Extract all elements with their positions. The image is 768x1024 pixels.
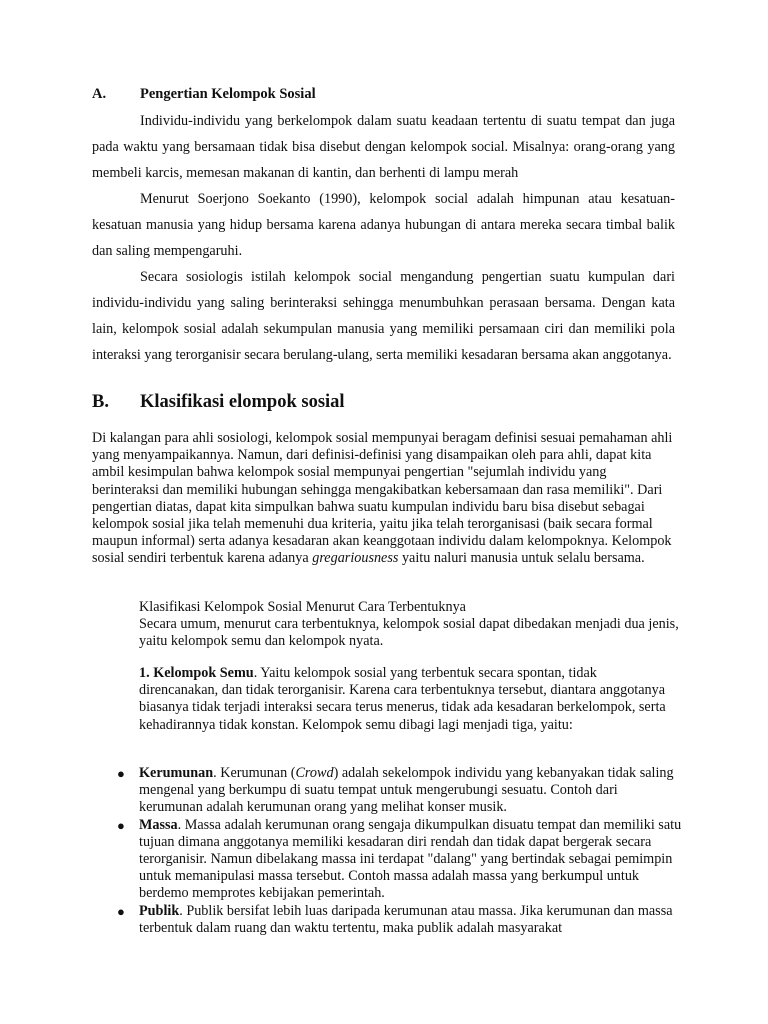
bullet-icon: ● [117, 903, 125, 919]
section-a-body [92, 108, 675, 368]
kelompok-semu-block [139, 665, 679, 734]
term-kerumunan: Kerumunan [139, 765, 214, 781]
kelompok-semu-label: 1. Kelompok Semu [139, 665, 254, 681]
bullet-icon: ● [117, 766, 125, 781]
kelompok-semu-text: . Yaitu kelompok sosial yang terbentuk secara spontan, tidak direncanakan, dan tidak terorganisir. Karena cara terbentuknya tersebut, diantara anggotanya biasanya tidak terjadi interaksi secara terus menerus, tidak ada kesadaran berkelompok, serta kehadirannya tidak konstan. Kelompok semu dibagi lagi menjadi tiga, yaitu: [139, 665, 666, 733]
section-b-heading [92, 392, 345, 413]
semu-types-list [92, 765, 682, 937]
section-a-paragraph-1: Individu-individu yang berkelompok dalam suatu keadaan tertentu di suatu tempat dan juga pada waktu yang bersamaan tidak bisa disebut dengan kelompok social. Misalnya: orang-orang yang membeli karcis, memesan makanan di kantin, dan berhenti di lampu merah [92, 113, 675, 181]
list-item-massa [92, 817, 682, 903]
section-a-paragraph-2: Menurut Soerjono Soekanto (1990), kelompok social adalah himpunan atau kesatuan-kesatuan manusia yang hidup bersama karena adanya hubungan di antara mereka secara timbal balik dan saling mempengaruhi. [92, 191, 675, 259]
massa-text: . Massa adalah kerumunan orang sengaja dikumpulkan disuatu tempat dan memiliki satu tujuan dimana anggotanya memiliki kesadaran diri rendah dan tidak dapat bergerak secara terorganisir. Namun dibelakang massa ini terdapat "dalang" yang bertindak sebagai pemimpin untuk memanipulasi massa tersebut. Contoh massa adalah massa yang berkumpul untuk berdemo memprotes kebijakan pemerintah. [139, 816, 682, 902]
kerumunan-italic: Crowd [295, 765, 334, 781]
term-massa: Massa [139, 816, 178, 833]
term-publik: Publik [139, 902, 180, 919]
kerumunan-text: ) adalah sekelompok individu yang kebanyakan tidak saling mengenal yang berkumpu di suatu tempat untuk mengerubungi sesuatu. Contoh dari kerumunan adalah kerumunan orang yang melihat konser musik. [139, 765, 674, 816]
section-a-title: Pengertian Kelompok Sosial [140, 86, 316, 102]
intro-text-end: yaitu naluri manusia untuk selalu bersama. [401, 550, 645, 567]
intro-text: Di kalangan para ahli sosiologi, kelompok sosial mempunyai beragam definisi sesuai pemahaman ahli yang menyampaikannya. Namun, dari definisi-definisi yang disampaikan oleh para ahli, dapat kita ambil kesimpulan bahwa kelompok sosial mempunyai pengertian "sejumlah individu yang berinteraksi dan memiliki hubungan sehingga mengakibatkan kebersamaan dan rasa memiliki". Dari pengertian diatas, dapat kita simpulkan bahwa suatu kumpulan individu baru bisa disebut sebagai kelompok sosial jika telah memenuhi dua kriteria, yaitu jika telah terorganisasi (baik secara formal maupun informal) serta adanya kesadaran akan keanggotaan individu dalam kelompoknya. Kelompok sosial sendiri terbentuk karena adanya [92, 430, 673, 567]
list-item-kerumunan [92, 765, 682, 817]
kelompok-semu-paragraph [139, 665, 679, 734]
section-b-number: B. [92, 392, 109, 412]
publik-text: . Publik bersifat lebih luas daripada kerumunan atau massa. Jika kerumunan dan massa terbentuk dalam ruang dan waktu tertentu, maka publik adalah masyarakat [139, 902, 673, 936]
bullet-icon: ● [117, 817, 125, 833]
kerumunan-before-italic: . Kerumunan ( [213, 765, 296, 781]
classification-block [139, 599, 679, 651]
section-b-intro [92, 430, 675, 568]
classification-title: Klasifikasi Kelompok Sosial Menurut Cara Terbentuknya [139, 599, 466, 615]
section-a-paragraph-3: Secara sosiologis istilah kelompok social mengandung pengertian suatu kumpulan dari individu-individu yang saling berinteraksi sehingga menumbuhkan perasaan bersama. Dengan kata lain, kelompok sosial adalah sekumpulan manusia yang memiliki persamaan ciri dan memiliki pola interaksi yang terorganisir secara berulang-ulang, serta memiliki kesadaran bersama akan anggotanya. [92, 269, 675, 363]
section-a-number: A. [92, 86, 107, 102]
section-a-heading [92, 86, 316, 103]
section-b-title: Klasifikasi elompok sosial [140, 392, 345, 412]
list-item-publik [92, 903, 682, 937]
intro-italic-term: gregariousness [312, 550, 399, 567]
section-b-intro-paragraph [92, 430, 675, 568]
classification-text: Secara umum, menurut cara terbentuknya, kelompok sosial dapat dibedakan menjadi dua jenis, yaitu kelompok semu dan kelompok nyata. [139, 616, 679, 650]
